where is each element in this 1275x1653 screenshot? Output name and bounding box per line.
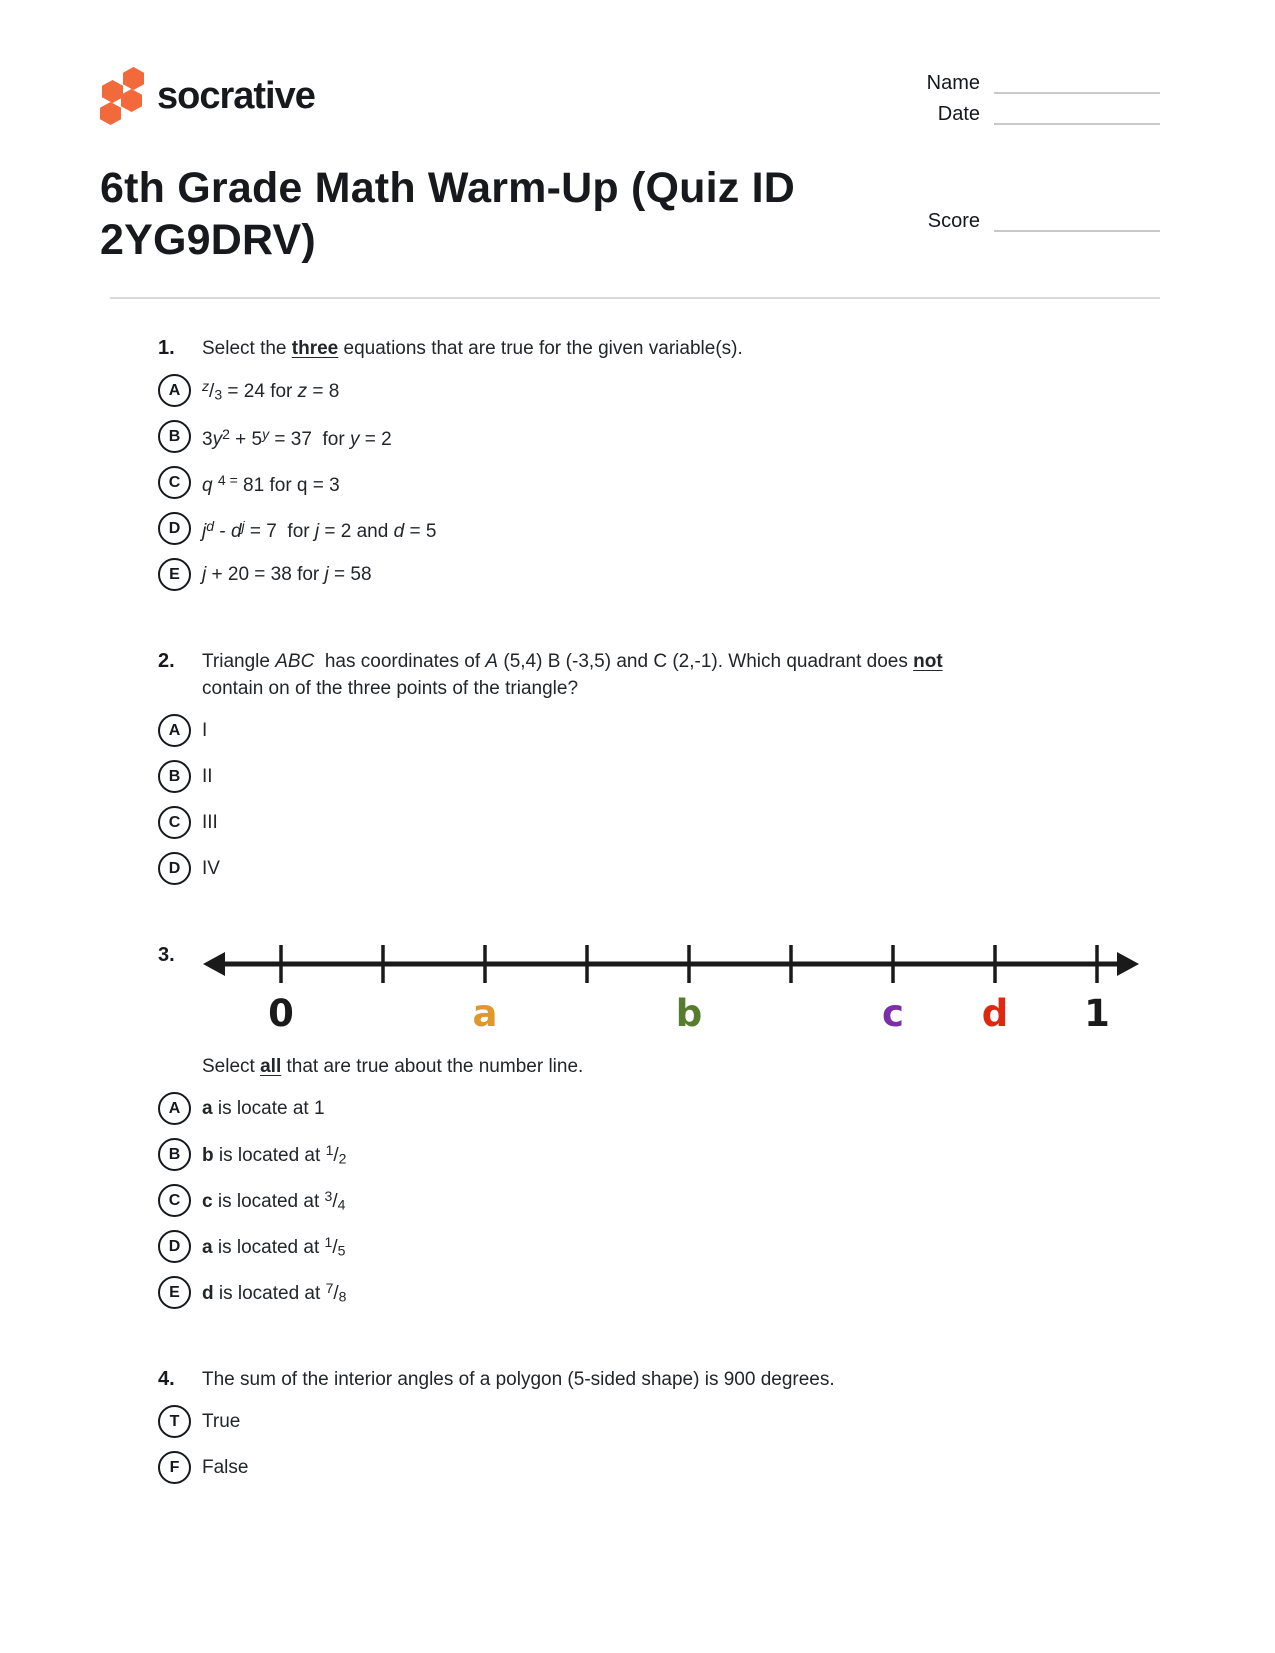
option-text: a is locate at 1	[202, 1098, 325, 1120]
option-letter-circle	[158, 1138, 191, 1171]
question-number: 3.	[158, 943, 175, 966]
option-row	[158, 760, 1160, 794]
date-blank-line	[994, 103, 1160, 125]
option-letter: C	[168, 813, 181, 831]
number-line-label-a: a	[472, 991, 498, 1035]
option-text: d is located at $^7$/8	[202, 1280, 347, 1305]
option-row	[158, 1405, 1160, 1439]
question-number: 1.	[158, 336, 175, 359]
logo-hexagon	[123, 67, 144, 90]
option-text: $^z$/3 = 24 for z = 8	[202, 378, 340, 403]
question-prompt-row	[158, 648, 1160, 702]
score-label: Score	[927, 210, 980, 232]
question-prompt-row	[158, 1366, 1160, 1393]
option-letter: E	[169, 565, 180, 583]
option-row	[158, 466, 1160, 500]
option-letter-circle	[158, 760, 191, 793]
question-number: 4.	[158, 1367, 175, 1390]
header	[100, 66, 1160, 134]
name-label: Name	[926, 72, 980, 94]
option-text: $3y^2 + 5^y = 37$ for y = 2	[202, 425, 392, 450]
option-text: a is located at $^1$/5	[202, 1234, 346, 1259]
option-letter: D	[168, 519, 181, 537]
option-letter-circle	[158, 420, 191, 453]
option-letter-circle	[158, 852, 191, 885]
option-letter: D	[168, 1237, 181, 1255]
option-text: True	[202, 1411, 241, 1433]
number-line-svg	[202, 942, 1140, 986]
option-letter: E	[169, 1283, 180, 1301]
number-line-label-0: 0	[268, 991, 294, 1035]
option-letter: A	[168, 721, 181, 739]
name-field	[922, 72, 1160, 94]
option-text: c is located at $^3$/4	[202, 1188, 346, 1213]
option-letter: F	[169, 1458, 180, 1476]
question-number: 2.	[158, 649, 175, 672]
question-prompt-row	[158, 1053, 1160, 1080]
option-text: III	[202, 812, 218, 834]
date-label: Date	[937, 103, 980, 125]
logo-wordmark: socrative	[157, 74, 315, 117]
option-letter: A	[168, 381, 181, 399]
option-row	[158, 1092, 1160, 1126]
score-field	[922, 210, 1160, 232]
option-row	[158, 1451, 1160, 1485]
option-row	[158, 1230, 1160, 1264]
question-list	[100, 335, 1160, 1485]
question-4	[158, 1366, 1160, 1485]
option-letter-circle	[158, 466, 191, 499]
option-letter-circle	[158, 1184, 191, 1217]
option-row	[158, 558, 1160, 592]
page-title: 6th Grade Math Warm-Up (Quiz ID 2YG9DRV)	[100, 164, 796, 265]
option-row	[158, 714, 1160, 748]
option-letter-circle	[158, 806, 191, 839]
option-text: q $^{4 =}$ 81 for q = 3	[202, 471, 340, 496]
number-line-label-b: b	[675, 991, 703, 1035]
number-line-labels	[202, 991, 1140, 1041]
option-letter-circle	[158, 1092, 191, 1125]
name-blank-line	[994, 72, 1160, 94]
option-text: b is located at $^1$/2	[202, 1142, 347, 1167]
option-row	[158, 420, 1160, 454]
option-letter: A	[168, 1099, 181, 1117]
option-text: IV	[202, 858, 220, 880]
question-prompt: Select the three equations that are true for the given variable(s).	[202, 337, 743, 359]
option-letter-circle	[158, 1405, 191, 1438]
option-letter-circle	[158, 374, 191, 407]
option-row	[158, 806, 1160, 840]
number-line-label-1: 1	[1084, 991, 1110, 1035]
number-line-axis	[216, 961, 1126, 966]
option-row	[158, 1184, 1160, 1218]
option-letter-circle	[158, 1451, 191, 1484]
option-text: j + 20 = 38 for j = 58	[202, 564, 372, 586]
option-row	[158, 1138, 1160, 1172]
option-letter: C	[168, 473, 181, 491]
right-arrow-icon	[1117, 952, 1139, 976]
number-line-row	[158, 942, 1160, 1041]
question-prompt: The sum of the interior angles of a polygon (5-sided shape) is 900 degrees.	[202, 1368, 835, 1390]
option-letter-circle	[158, 558, 191, 591]
option-letter: T	[169, 1412, 180, 1430]
question-3	[158, 942, 1160, 1310]
name-date-fields	[922, 72, 1160, 134]
option-letter-circle	[158, 1276, 191, 1309]
option-letter: B	[168, 427, 181, 445]
socrative-logo	[100, 66, 315, 126]
option-text: False	[202, 1457, 249, 1479]
option-text: I	[202, 720, 208, 742]
option-text: II	[202, 766, 213, 788]
option-row	[158, 1276, 1160, 1310]
number-line-label-d: d	[981, 991, 1009, 1035]
logo-hexagon	[102, 80, 123, 103]
option-row	[158, 852, 1160, 886]
option-letter: B	[168, 1145, 181, 1163]
question-prompt: Select all that are true about the number line.	[202, 1055, 584, 1077]
option-letter-circle	[158, 512, 191, 545]
question-2	[158, 648, 1160, 886]
question-prompt: Triangle ABC has coordinates of A (5,4) B (-3,5) and C (2,-1). Which quadrant does not contain on of the three points of the triangle?	[202, 650, 943, 699]
logo-hexagon-cluster	[100, 66, 145, 126]
date-field	[922, 103, 1160, 125]
logo-hexagon	[121, 89, 142, 112]
number-line-figure	[202, 942, 1140, 1041]
score-field-wrap	[922, 210, 1160, 267]
logo-hexagon	[100, 102, 121, 125]
option-letter-circle	[158, 1230, 191, 1263]
option-row	[158, 374, 1160, 408]
option-letter: C	[168, 1191, 181, 1209]
option-row	[158, 512, 1160, 546]
option-letter: D	[168, 859, 181, 877]
question-prompt-row	[158, 335, 1160, 362]
number-line-label-c: c	[882, 991, 904, 1035]
divider	[110, 297, 1160, 299]
score-blank-line	[994, 210, 1160, 232]
title-row	[100, 162, 1160, 267]
option-text: $j^d - d^j = 7$ for j = 2 and d = 5	[202, 517, 437, 542]
left-arrow-icon	[203, 952, 225, 976]
option-letter-circle	[158, 714, 191, 747]
option-letter: B	[168, 767, 181, 785]
question-1	[158, 335, 1160, 592]
